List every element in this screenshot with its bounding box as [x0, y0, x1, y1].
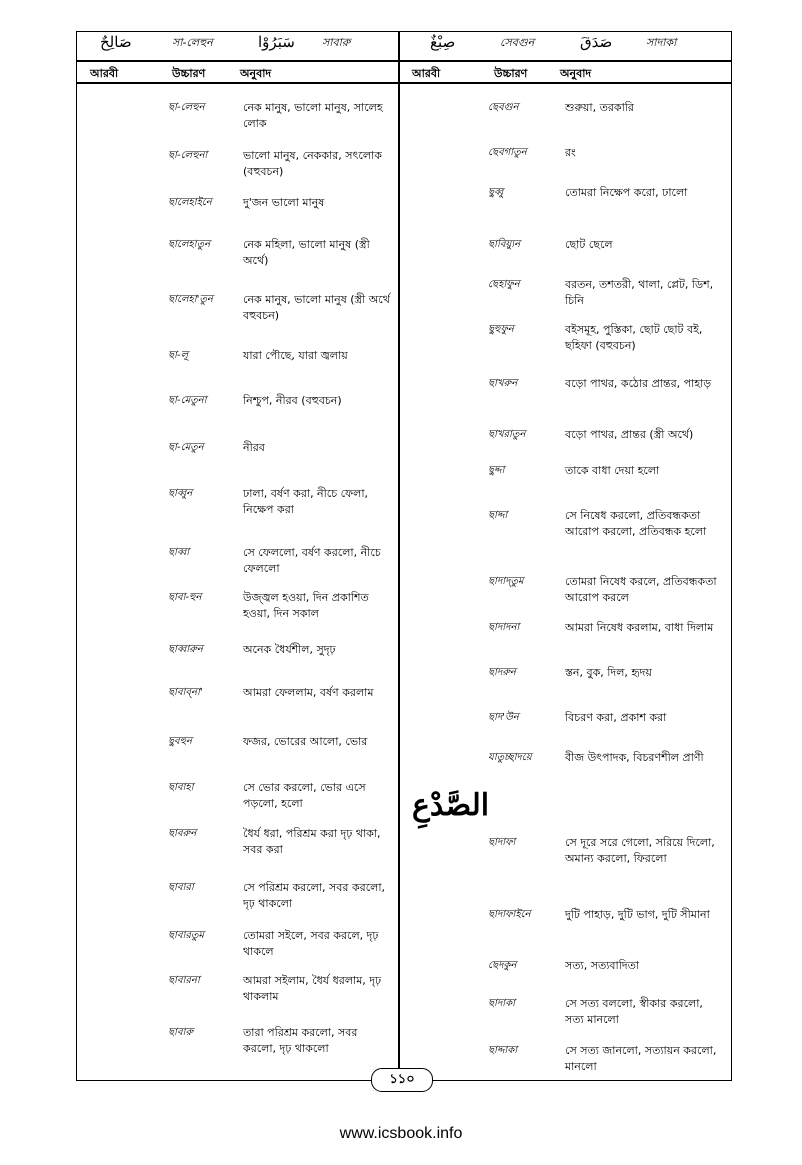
- entry-pronunciation: ছাদাফাইনে: [488, 909, 531, 920]
- entry-pronunciation: ছাবারনা: [168, 975, 200, 986]
- entry-pronunciation: ছাখরুন: [488, 378, 518, 389]
- entry-meaning: তোমরা নিক্ষেপ করো, ঢালো: [565, 186, 688, 199]
- entry-pronunciation: ছাবারু: [168, 1027, 194, 1038]
- entry-pronunciation: ছাবরুন: [168, 828, 197, 839]
- header-right-pron-2: সাদাকা: [646, 36, 677, 49]
- entry-pronunciation: ছাখরাতুন: [488, 429, 526, 440]
- entry-meaning: ফজর, ভোরের আলো, ভোর: [243, 735, 368, 748]
- entry-meaning: বরতন, তশতরী, থালা, প্লেট, ডিশ, চিনি: [565, 278, 714, 307]
- entry-pronunciation: ছাব্বারুন: [168, 644, 203, 655]
- entry-pronunciation: ছাদাফা: [488, 837, 516, 848]
- entry-pronunciation: ছাদাকা: [488, 998, 516, 1009]
- entry-meaning: ধৈর্য ধরা, পরিশ্রম করা দৃঢ় থাকা, সবর করা: [243, 827, 381, 856]
- entry-meaning: বড়ো পাথর, কঠোর প্রান্তর, পাহাড়: [565, 377, 712, 390]
- entry-pronunciation: ছাবাহা: [168, 782, 194, 793]
- entry-pronunciation: ছেবগুন: [488, 102, 519, 113]
- column-divider: [398, 31, 400, 1073]
- entry-meaning: উজ্জ্বল হওয়া, দিন প্রকাশিত হওয়া, দিন সকাল: [243, 591, 369, 620]
- entry-pronunciation: ছাবিয়্যুন: [488, 239, 521, 250]
- colhead-right-pron: উচ্চারণ: [494, 67, 528, 80]
- colhead-left-pron: উচ্চারণ: [172, 67, 206, 80]
- entry-pronunciation: ছা-লূ: [168, 350, 189, 361]
- entry-meaning: সত্য, সত্যবাদিতা: [565, 959, 640, 972]
- entry-meaning: দু'জন ভালো মানুষ: [243, 196, 325, 209]
- entry-pronunciation: ছাব্বা: [168, 547, 190, 558]
- entry-pronunciation: ছাদ'উন: [488, 712, 519, 723]
- header-left-arabic-1: صَالِحٌ: [100, 33, 132, 51]
- entry-meaning: সে ফেললো, বর্ষণ করলো, নীচে ফেললো: [243, 546, 381, 575]
- entry-meaning: আমরা ফেললাম, বর্ষণ করলাম: [243, 686, 374, 699]
- entry-pronunciation: ছালেহাইনে: [168, 197, 212, 208]
- entry-meaning: স্তন, বুক, দিল, হৃদয়: [565, 666, 652, 679]
- entry-meaning: নেক মানুষ, ভালো মানুষ, সালেহ লোক: [243, 101, 383, 130]
- entry-pronunciation: ছাব্বুন: [168, 488, 193, 499]
- entry-pronunciation: ছা-মেতুনা: [168, 395, 207, 406]
- entry-meaning: আমরা সইলাম, ধৈর্য ধরলাম, দৃঢ় থাকলাম: [243, 974, 382, 1003]
- entry-meaning: বীজ উৎপাদক, বিচরণশীল প্রাণী: [565, 751, 704, 764]
- entry-pronunciation: ছেদকুন: [488, 960, 517, 971]
- entry-meaning: নীরব: [243, 441, 265, 454]
- entry-meaning: বিচরণ করা, প্রকাশ করা: [565, 711, 667, 724]
- entry-pronunciation: ছুব্বু: [488, 187, 504, 198]
- entry-meaning: আমরা নিষেধ করলাম, বাধা দিলাম: [565, 621, 714, 634]
- entry-pronunciation: ছুবহুন: [168, 736, 192, 747]
- entry-meaning: নেক মানুষ, ভালো মানুষ (স্ত্রী অর্থে বহুবচন): [243, 293, 390, 322]
- header-right-arabic-1: صِبْغٌ: [430, 33, 456, 51]
- entry-meaning: ঢালা, বর্ষণ করা, নীচে ফেলা, নিক্ষেপ করা: [243, 487, 369, 516]
- entry-meaning: নেক মহিলা, ভালো মানুষ (স্ত্রী অর্থে): [243, 238, 370, 267]
- header-left-pron-1: সা-লেহুন: [172, 36, 213, 49]
- entry-pronunciation: যাতুচ্ছাদয়ে: [488, 752, 532, 763]
- entry-pronunciation: ছালেহা'তুন: [168, 294, 213, 305]
- entry-meaning: সে দূরে সরে গেলো, সরিয়ে দিলো, অমান্য করলো, ফিরলো: [565, 836, 715, 865]
- entry-meaning: যারা পৌছে, যারা জ্বলায়: [243, 349, 348, 362]
- page-number: ১১০: [371, 1068, 433, 1092]
- entry-meaning: তাকে বাধা দেয়া হলো: [565, 464, 660, 477]
- entry-meaning: তারা পরিশ্রম করলো, সবর করলো, দৃঢ় থাকলো: [243, 1026, 358, 1055]
- entry-pronunciation: ছেবগাতুন: [488, 147, 527, 158]
- entry-meaning: নিশ্চুপ, নীরব (বহুবচন): [243, 394, 342, 407]
- extra-arabic-word: الصَّدْعِ: [412, 788, 490, 823]
- colhead-right-arabic: আরবী: [412, 67, 441, 80]
- entry-pronunciation: ছাবাব্না': [168, 687, 203, 698]
- entry-meaning: তোমরা সইলে, সবর করলে, দৃঢ় থাকলে: [243, 929, 379, 958]
- entry-meaning: অনেক ধৈর্যশীল, সুদৃঢ়: [243, 643, 336, 656]
- entry-pronunciation: ছা-মেতুন: [168, 442, 204, 453]
- entry-pronunciation: ছা-লেহুনা: [168, 150, 208, 161]
- entry-meaning: বইসমূহ, পুস্তিকা, ছোট ছোট বই, ছহিফা (বহুবচন): [565, 323, 703, 352]
- entry-meaning: সে সত্য জানলো, সত্যায়ন করলো, মানলো: [565, 1044, 717, 1073]
- entry-pronunciation: ছাবারতুম: [168, 930, 204, 941]
- entry-pronunciation: ছাবা-হুন: [168, 592, 202, 603]
- entry-pronunciation: ছালেহাতুন: [168, 239, 211, 250]
- header-rule: [76, 60, 732, 62]
- entry-pronunciation: ছাদাদনা: [488, 622, 520, 633]
- entry-pronunciation: ছাদ্দাকা: [488, 1045, 518, 1056]
- entry-pronunciation: ছাদাদ্তুম: [488, 576, 524, 587]
- entry-pronunciation: ছা-লেহুন: [168, 102, 205, 113]
- header-left-pron-2: সাবারু: [322, 36, 351, 49]
- entry-meaning: তোমরা নিষেধ করলে, প্রতিবন্ধকতা আরোপ করলে: [565, 575, 717, 604]
- colhead-left-arabic: আরবী: [90, 67, 119, 80]
- entry-meaning: বড়ো পাথর, প্রান্তর (স্ত্রী অর্থে): [565, 428, 694, 441]
- header-right-arabic-2: صَدَقَ: [580, 33, 613, 51]
- header-left-arabic-2: سَبَرُوْا: [258, 33, 295, 51]
- entry-pronunciation: ছুহুফুন: [488, 324, 514, 335]
- entry-pronunciation: ছাদরুন: [488, 667, 516, 678]
- entry-meaning: সে ভোর করলো, ভোর এসে পড়লো, হলো: [243, 781, 366, 810]
- entry-meaning: দুটি পাহাড়, দুটি ভাগ, দুটি সীমানা: [565, 908, 710, 921]
- header-right-pron-1: সেবগুন: [500, 36, 535, 49]
- colhead-left-meaning: অনুবাদ: [240, 67, 272, 80]
- entry-pronunciation: ছাবারা: [168, 882, 194, 893]
- entry-meaning: ছোট ছেলে: [565, 238, 613, 251]
- entry-pronunciation: ছেহাফুন: [488, 279, 520, 290]
- entry-meaning: সে সত্য বললো, স্বীকার করলো, সত্য মানলো: [565, 997, 703, 1026]
- entry-pronunciation: ছুদ্দা: [488, 465, 505, 476]
- entry-pronunciation: ছাদ্দা: [488, 510, 508, 521]
- footer-url: www.icsbook.info: [339, 1125, 463, 1142]
- entry-meaning: ভালো মানুষ, নেককার, সৎলোক (বহুবচন): [243, 149, 382, 178]
- entry-meaning: সে নিষেধ করলো, প্রতিবন্ধকতা আরোপ করলো, প্রতিবন্ধক হলো: [565, 509, 707, 538]
- colhead-right-meaning: অনুবাদ: [560, 67, 592, 80]
- entry-meaning: রং: [565, 146, 576, 159]
- entry-meaning: সে পরিশ্রম করলো, সবর করলো, দৃঢ় থাকলো: [243, 881, 386, 910]
- entry-meaning: শুরুয়া, তরকারি: [565, 101, 634, 114]
